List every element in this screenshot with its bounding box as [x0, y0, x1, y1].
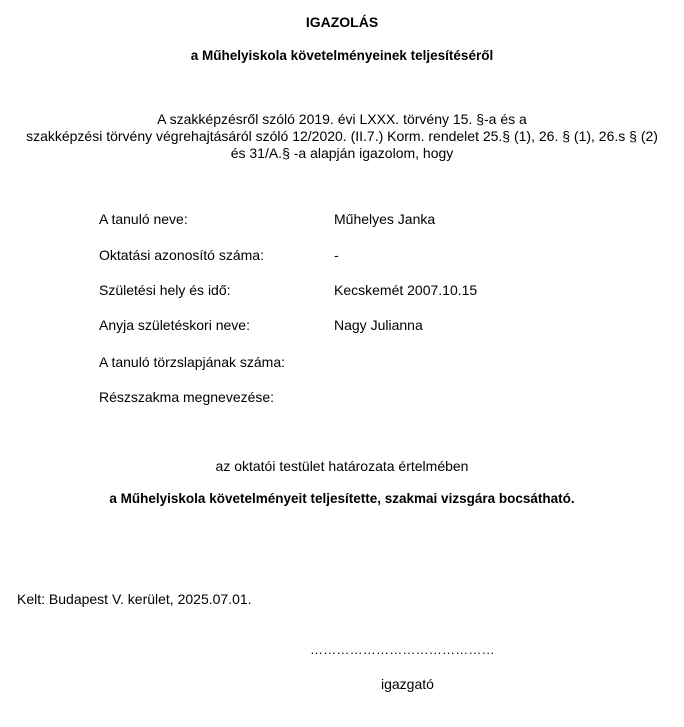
decision-text: az oktatói testület határozata értelmében: [215, 458, 469, 474]
field-value-mother-name: Nagy Julianna: [334, 317, 423, 333]
field-label-student-name: A tanuló neve:: [99, 211, 188, 227]
result-school: a Műhelyiskola: [109, 491, 210, 506]
document-title: IGAZOLÁS: [305, 14, 379, 30]
field-label-partial-profession: Részszakma megnevezése:: [99, 389, 275, 405]
field-label-education-id: Oktatási azonosító száma:: [99, 247, 264, 263]
legal-basis-line-3: és 31/A.§ -a alapján igazolom, hogy: [230, 145, 454, 161]
field-label-register-number: A tanuló törzslapjának száma:: [99, 354, 285, 370]
field-value-student-name: Műhelyes Janka: [334, 211, 436, 227]
field-label-mother-name: Anyja születéskori neve:: [99, 317, 250, 333]
issue-place-date: Kelt: Budapest V. kerület, 2025.07.01.: [17, 591, 252, 607]
field-label-birth-place-date: Születési hely és idő:: [99, 282, 231, 298]
field-value-birth-place-date: Kecskemét 2007.10.15: [334, 282, 478, 298]
signature-line: ……………………………………: [310, 642, 495, 657]
result-fulfilled: követelményeit teljesítette: [209, 491, 378, 506]
signer-title: igazgató: [381, 676, 434, 692]
subtitle-school: a Műhelyiskola: [190, 48, 291, 63]
result-exam-eligible: , szakmai vizsgára bocsátható.: [377, 491, 575, 506]
field-value-education-id: -: [334, 247, 339, 263]
result-statement: [0, 491, 684, 506]
legal-basis-line-1: A szakképzésről szóló 2019. évi LXXX. törvény 15. §-a és a: [157, 111, 527, 127]
legal-basis-line-2: szakképzési törvény végrehajtásáról szóló 12/2020. (II.7.) Korm. rendelet 25.§ (1), 26. § (1), 26.s § (2): [26, 128, 658, 144]
document-subtitle: [0, 48, 684, 63]
subtitle-topic: követelményeinek teljesítéséről: [290, 48, 494, 63]
